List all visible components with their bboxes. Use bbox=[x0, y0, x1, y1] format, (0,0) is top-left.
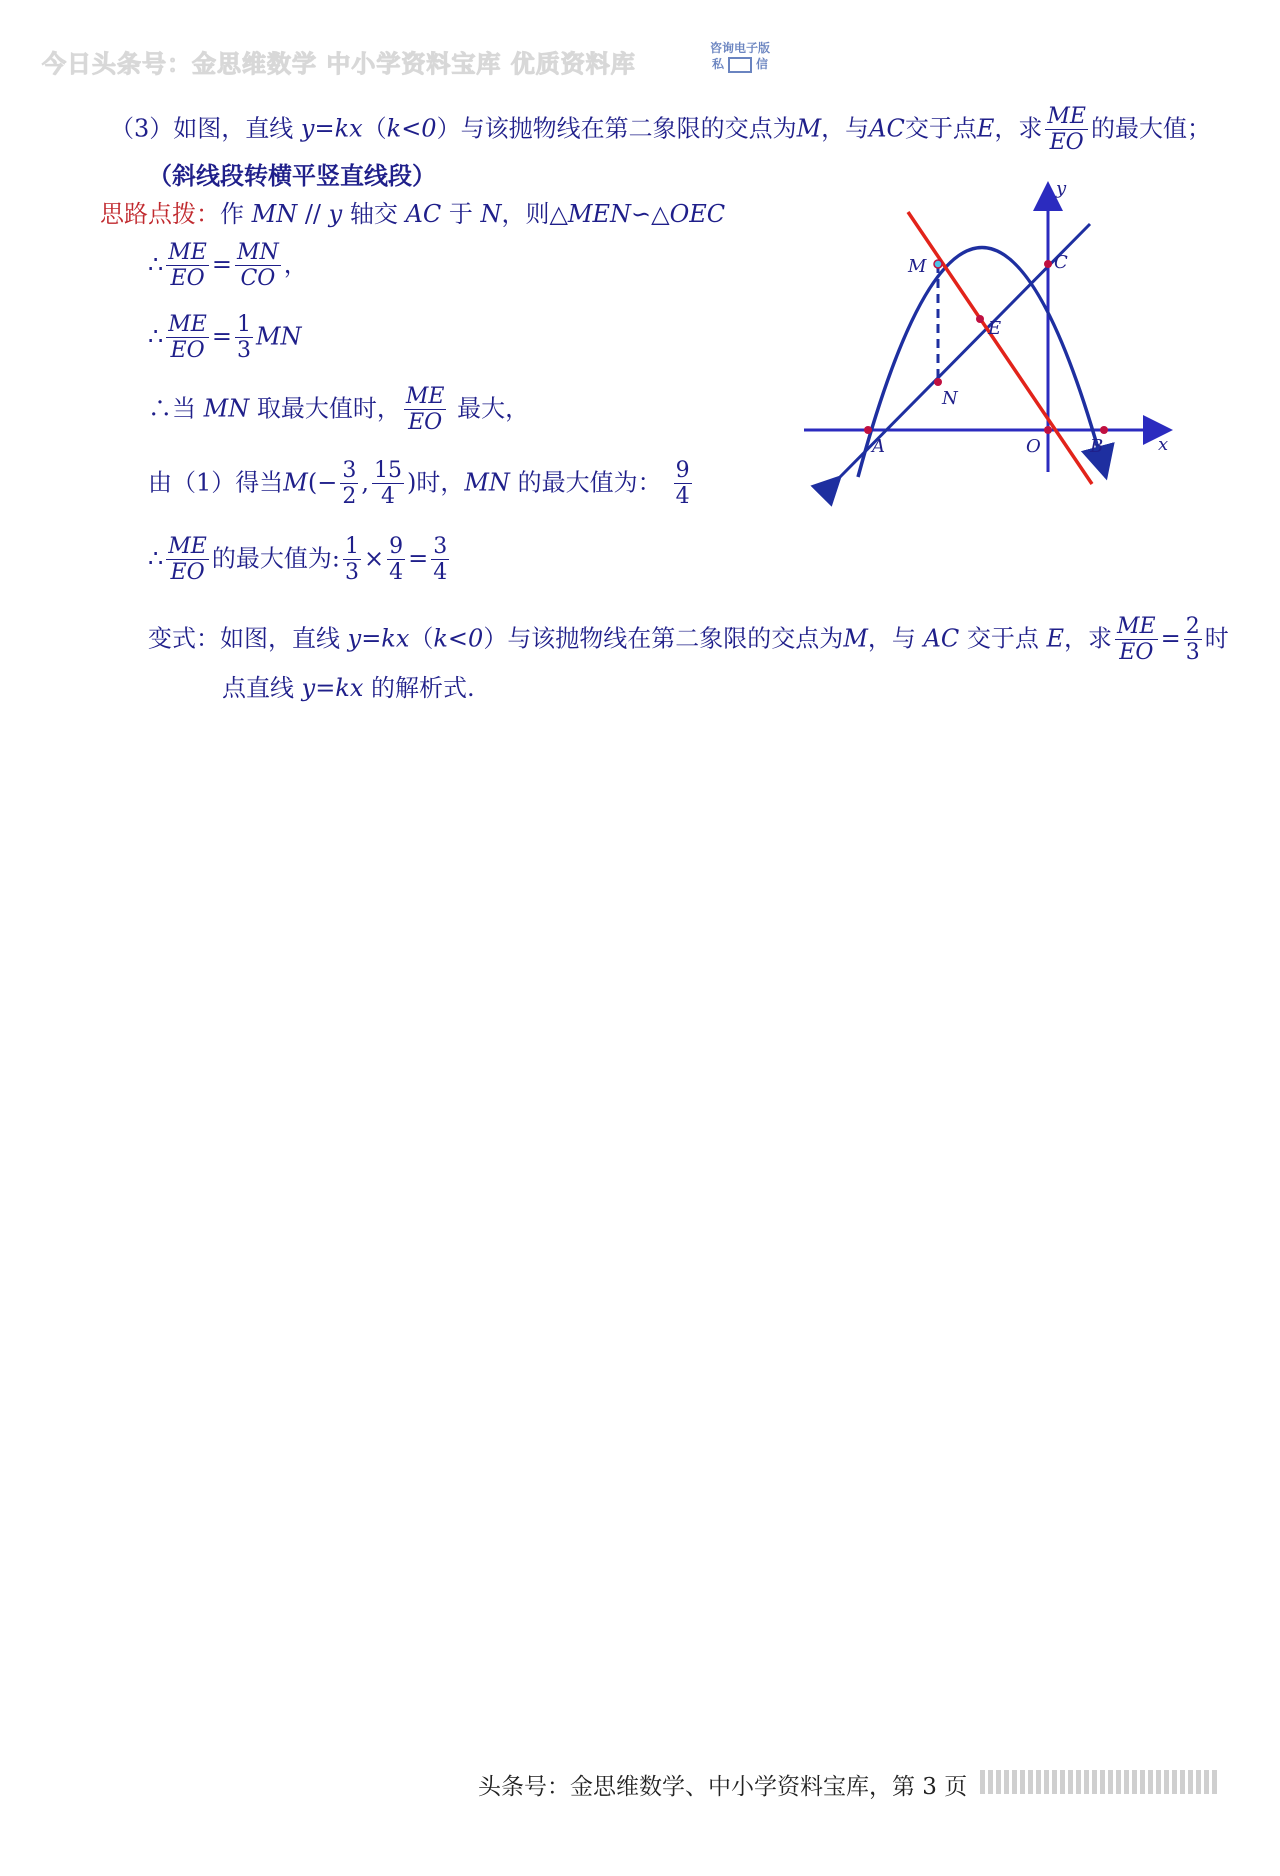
step-4-t2: 时， bbox=[416, 468, 465, 497]
frac bbox=[166, 312, 209, 364]
problem-3-eq: y=kx bbox=[300, 114, 363, 143]
paren-open: ( bbox=[307, 468, 318, 497]
equals: = bbox=[211, 322, 232, 351]
frac-den: 3 bbox=[1185, 640, 1200, 666]
frac bbox=[235, 240, 281, 292]
frac bbox=[674, 458, 692, 510]
paren-open: （ bbox=[409, 624, 434, 653]
variant-cond: k<0 bbox=[433, 624, 484, 653]
variant-t1: 与该抛物线在第二象限的交点为 bbox=[507, 624, 844, 653]
point-A bbox=[864, 426, 872, 434]
label-N: N bbox=[942, 388, 958, 409]
variant-label: 变式：如图，直线 bbox=[148, 624, 348, 653]
problem-3-paren-open: （ bbox=[362, 114, 387, 143]
frac bbox=[235, 312, 253, 364]
frac-num: 2 bbox=[1185, 614, 1200, 639]
equals: = bbox=[1160, 624, 1181, 653]
problem-3-AC: AC bbox=[869, 114, 905, 143]
frac bbox=[372, 458, 404, 510]
variant-M: M bbox=[843, 624, 868, 653]
frac-num: 1 bbox=[344, 534, 359, 559]
point-O bbox=[1044, 426, 1052, 434]
frac-den: EO bbox=[170, 338, 205, 364]
variant-line2b: 的解析式. bbox=[363, 674, 475, 702]
hint-y: y bbox=[328, 200, 343, 228]
problem-3-prefix: （3）如图，直线 bbox=[110, 114, 301, 143]
watermark-badge-left: 私 bbox=[711, 57, 724, 71]
label-M: M bbox=[908, 256, 927, 277]
label-y: y bbox=[1056, 178, 1067, 199]
footer-decoration bbox=[980, 1770, 1220, 1794]
variant-eq3: y=kx bbox=[301, 674, 364, 702]
problem-3-mid4: ，求 bbox=[994, 114, 1043, 143]
watermark-badge bbox=[700, 40, 780, 73]
page-footer: 头条号：金思维数学、中小学资料宝库，第 3 页 bbox=[478, 1774, 968, 1800]
frac-num: 1 bbox=[236, 312, 251, 337]
step-4-M: M bbox=[283, 468, 308, 497]
hint-MN: MN bbox=[251, 200, 298, 228]
hint-AC: AC bbox=[405, 200, 442, 228]
frac-den: EO bbox=[1049, 130, 1084, 156]
step-3 bbox=[148, 384, 529, 436]
frac bbox=[431, 534, 449, 586]
paren-close: ) bbox=[406, 468, 417, 497]
problem-3-M: M bbox=[796, 114, 822, 143]
mail-icon bbox=[728, 57, 752, 73]
variant-E: E bbox=[1046, 624, 1065, 653]
problem-3-cond: k<0 bbox=[386, 114, 437, 143]
step-3-t2: 取最大值时， bbox=[249, 394, 401, 423]
problem-3-mid3: 交于点 bbox=[904, 114, 977, 143]
step-5 bbox=[148, 534, 452, 586]
frac-num: 3 bbox=[342, 458, 357, 483]
watermark-badge-right: 信 bbox=[756, 57, 769, 71]
variant-eq: y=kx bbox=[347, 624, 410, 653]
subtitle: （斜线段转横平竖直线段） bbox=[148, 161, 436, 190]
frac-num: 9 bbox=[389, 534, 404, 559]
frac bbox=[166, 240, 209, 292]
paren-close: ） bbox=[483, 624, 508, 653]
frac bbox=[166, 534, 209, 586]
variant-AC: AC bbox=[923, 624, 960, 653]
minus: − bbox=[317, 468, 338, 497]
hint-t5: ，则 bbox=[501, 200, 550, 228]
frac bbox=[404, 384, 447, 436]
frac-num: ME bbox=[168, 534, 207, 559]
variant-line-1 bbox=[148, 614, 1229, 666]
hint-t2: // bbox=[297, 200, 329, 228]
therefore-symbol: ∴ bbox=[148, 250, 164, 279]
variant-t2: ，与 bbox=[867, 624, 924, 653]
variant-line-2 bbox=[222, 676, 475, 700]
parabola-figure bbox=[800, 172, 1180, 512]
point-M bbox=[934, 260, 942, 268]
step-4 bbox=[148, 458, 695, 510]
label-C: C bbox=[1054, 252, 1068, 273]
label-A: A bbox=[872, 436, 885, 457]
variant-t4: ，求 bbox=[1064, 624, 1113, 653]
comma: , bbox=[361, 468, 369, 497]
frac-num: 3 bbox=[433, 534, 448, 559]
problem-3-mid2: ，与 bbox=[821, 114, 870, 143]
frac bbox=[1115, 614, 1158, 666]
watermark-text: 今日头条号：金思维数学 中小学资料宝库 优质资料库 bbox=[42, 50, 636, 78]
therefore-symbol: ∴ bbox=[148, 322, 164, 351]
label-O: O bbox=[1026, 436, 1041, 457]
hint-similar: △MEN∽△OEC bbox=[549, 200, 726, 228]
hint-N: N bbox=[480, 200, 502, 228]
frac-den: 4 bbox=[675, 484, 690, 510]
frac-den: 2 bbox=[342, 484, 357, 510]
point-B bbox=[1100, 426, 1108, 434]
frac-den: EO bbox=[408, 410, 443, 436]
hint-t3: 轴交 bbox=[342, 200, 406, 228]
frac-den: 3 bbox=[344, 560, 359, 586]
watermark-badge-top: 咨询电子版 bbox=[709, 41, 770, 55]
frac-den: EO bbox=[170, 560, 205, 586]
step-1-tail: ， bbox=[283, 250, 308, 279]
frac-den: 4 bbox=[433, 560, 448, 586]
problem-3-suffix: 的最大值； bbox=[1090, 114, 1211, 143]
frac-num: ME bbox=[168, 312, 207, 337]
step-2-tail: MN bbox=[255, 322, 302, 351]
hint-t4: 于 bbox=[441, 200, 481, 228]
problem-3-paren-close: ） bbox=[436, 114, 461, 143]
step-1 bbox=[148, 240, 308, 292]
frac bbox=[1184, 614, 1202, 666]
point-C bbox=[1044, 260, 1052, 268]
parabola-curve bbox=[858, 248, 1106, 478]
times: × bbox=[363, 544, 385, 573]
point-N bbox=[934, 378, 942, 386]
step-3-t1: ∴当 bbox=[148, 394, 204, 423]
equals: = bbox=[408, 544, 429, 573]
step-4-MN: MN bbox=[464, 468, 510, 497]
step-3-MN: MN bbox=[203, 394, 250, 423]
step-4-t3: 的最大值为： bbox=[509, 468, 662, 497]
problem-3 bbox=[110, 104, 1211, 156]
frac-num: 9 bbox=[675, 458, 690, 483]
frac-den: 4 bbox=[389, 560, 404, 586]
frac-num: ME bbox=[1117, 614, 1156, 639]
hint-t1: 作 bbox=[220, 200, 252, 228]
frac-den: CO bbox=[240, 266, 276, 292]
label-B: B bbox=[1090, 436, 1104, 457]
equals: = bbox=[211, 250, 232, 279]
problem-3-mid: 与该抛物线在第二象限的交点为 bbox=[460, 114, 797, 143]
step-2 bbox=[148, 312, 302, 364]
variant-line2a: 点直线 bbox=[222, 674, 302, 702]
frac bbox=[343, 534, 361, 586]
frac-num: ME bbox=[1047, 104, 1086, 129]
frac-num: ME bbox=[405, 384, 445, 409]
step-4-t1: 由（1）得当 bbox=[148, 468, 284, 497]
frac-num: ME bbox=[168, 240, 207, 265]
step-3-t3: 最大， bbox=[449, 394, 530, 423]
frac-den: EO bbox=[170, 266, 205, 292]
step-5-t1: 的最大值为: bbox=[211, 544, 340, 573]
frac-num: MN bbox=[236, 240, 279, 265]
hint-label: 思路点拨： bbox=[100, 200, 220, 228]
therefore-symbol: ∴ bbox=[148, 544, 164, 573]
variant-t5: 时 bbox=[1204, 624, 1229, 653]
label-E: E bbox=[988, 318, 1002, 339]
frac-den: 4 bbox=[380, 484, 395, 510]
problem-3-fraction bbox=[1045, 104, 1088, 156]
frac bbox=[340, 458, 358, 510]
variant-t3: 交于点 bbox=[959, 624, 1047, 653]
hint-line bbox=[100, 202, 725, 226]
frac-den: EO bbox=[1119, 640, 1154, 666]
frac bbox=[387, 534, 405, 586]
frac-den: 3 bbox=[236, 338, 251, 364]
label-x: x bbox=[1158, 434, 1169, 455]
point-E bbox=[976, 315, 984, 323]
frac-num: 15 bbox=[373, 458, 402, 483]
problem-3-E: E bbox=[976, 114, 995, 143]
